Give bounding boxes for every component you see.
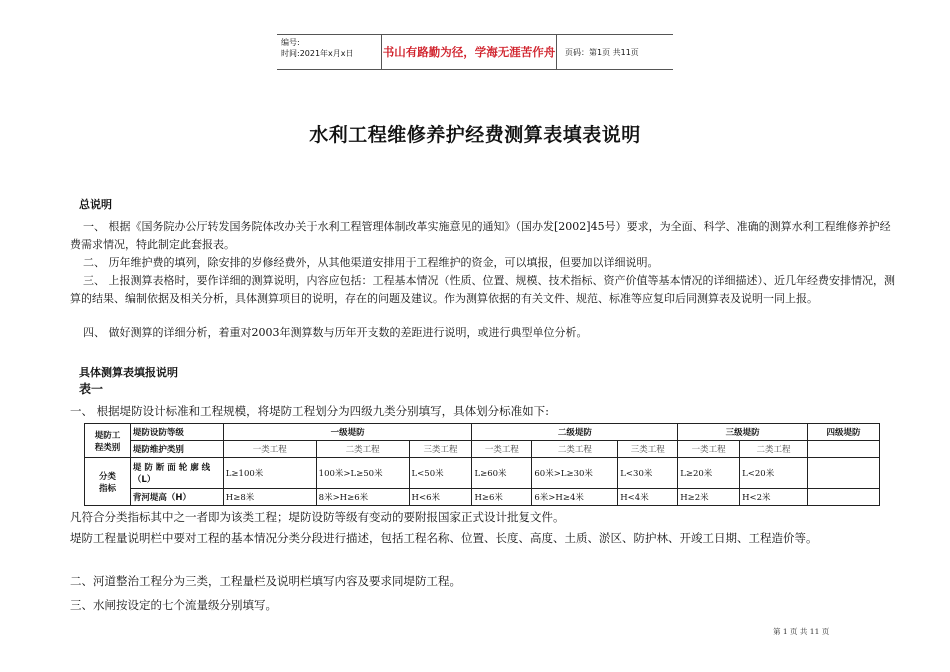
header-page: 页码：第1页 共11页 xyxy=(565,47,639,57)
grade-3: 三级堤防 xyxy=(678,424,808,441)
table-cell: 二类工程 xyxy=(740,441,808,458)
specific-heading: 具体测算表填报说明 xyxy=(79,366,178,379)
after-paragraph-1: 凡符合分类指标其中之一者即为该类工程；堤防设防等级有变动的要附报国家正式设计批复文件。 xyxy=(70,510,565,524)
table-cell xyxy=(808,441,880,458)
table-cell: L≥20米 xyxy=(678,458,740,489)
page-footer: 第 1 页 共 11 页 xyxy=(773,627,830,636)
after-paragraph-2: 堤防工程量说明栏中要对工程的基本情况分类分段进行描述，包括工程名称、位置、长度、高度、土质、淤区、防护林、开竣工日期、工程造价等。 xyxy=(70,531,818,545)
classification-table xyxy=(84,423,880,506)
table-cell: H<2米 xyxy=(740,489,808,506)
page-header xyxy=(277,34,673,70)
maintenance-label: 堤防维护类别 xyxy=(130,441,223,458)
table-cell: 一类工程 xyxy=(472,441,532,458)
table-cell: 三类工程 xyxy=(409,441,472,458)
table-cell xyxy=(808,458,880,489)
after-paragraph-4: 三、水闸按设定的七个流量级分别填写。 xyxy=(70,598,277,612)
time-label: 时间:2021年x月x日 xyxy=(281,49,354,58)
table-cell: L<50米 xyxy=(409,458,472,489)
height-label: 背河堤高（H） xyxy=(130,489,223,506)
table-cell: 6米>H≥4米 xyxy=(532,489,618,506)
index-header: 分类 指标 xyxy=(85,458,131,506)
table-cell: L≥60米 xyxy=(472,458,532,489)
table-cell: 二类工程 xyxy=(316,441,409,458)
general-paragraph-4: 四、 做好测算的详细分析，着重对2003年测算数与历年开支数的差距进行说明，或进行典型单位分析。 xyxy=(83,326,588,339)
specific-subheading: 表一 xyxy=(79,382,104,396)
general-paragraph-2: 二、 历年维护费的填列，除安排的岁修经费外，从其他渠道安排用于工程维护的资金，可以填报，但要加以详细说明。 xyxy=(83,256,659,269)
grade-label: 堤防设防等级 xyxy=(130,424,223,441)
table-row xyxy=(85,458,880,489)
table-cell: L<30米 xyxy=(618,458,678,489)
table-cell: L≥100米 xyxy=(223,458,316,489)
category-header: 堤防工 程类别 xyxy=(85,424,131,458)
table-cell: H<6米 xyxy=(409,489,472,506)
general-paragraph-3: 三、 上报测算表格时，要作详细的测算说明，内容应包括：工程基本情况（性质、位置、规模、技术指标、资产价值等基本情况的详细描述）、近几年经费安排情况，测算的结果、编制依据及相关分析，具体测算项目的说明，存在的问题及建议。作为测算依据的有关文件、规范、标准等应复印后同测算表及说明一同上报。 xyxy=(70,274,895,305)
document-title: 水利工程维修养护经费测算表填表说明 xyxy=(309,124,641,146)
table-cell: 100米>L≥50米 xyxy=(316,458,409,489)
specific-paragraph-1: 一、 根据堤防设计标准和工程规模，将堤防工程划分为四级九类分别填写，具体划分标准如下: xyxy=(70,404,550,418)
general-paragraph-1: 一、 根据《国务院办公厅转发国务院体改办关于水利工程管理体制改革实施意见的通知》（国办发[2002]45号）要求，为全面、科学、准确的测算水利工程维修养护经费需求情况，特此制定此套报表。 xyxy=(70,220,891,251)
table-cell: H≥2米 xyxy=(678,489,740,506)
table-cell: 一类工程 xyxy=(223,441,316,458)
table-cell: H≥8米 xyxy=(223,489,316,506)
general-heading: 总说明 xyxy=(79,198,112,211)
table-cell: 60米>L≥30米 xyxy=(532,458,618,489)
table-row xyxy=(85,489,880,506)
table-cell: 三类工程 xyxy=(618,441,678,458)
table-cell: L<20米 xyxy=(740,458,808,489)
table-cell: 8米>H≥6米 xyxy=(316,489,409,506)
table-row xyxy=(85,424,880,441)
table-cell: 二类工程 xyxy=(532,441,618,458)
after-paragraph-3: 二、河道整治工程分为三类，工程量栏及说明栏填写内容及要求同堤防工程。 xyxy=(70,574,461,588)
header-meta xyxy=(277,35,381,69)
length-label: 堤 防 断 面 轮 廓 线 （L） xyxy=(130,458,223,489)
table-cell xyxy=(808,489,880,506)
table-cell: H<4米 xyxy=(618,489,678,506)
grade-4: 四级堤防 xyxy=(808,424,880,441)
number-label: 编号: xyxy=(281,38,300,47)
table-cell: H≥6米 xyxy=(472,489,532,506)
table-row xyxy=(85,441,880,458)
header-motto: 书山有路勤为径，学海无涯苦作舟 xyxy=(381,35,557,69)
grade-2: 二级堤防 xyxy=(472,424,678,441)
table-cell: 一类工程 xyxy=(678,441,740,458)
grade-1: 一级堤防 xyxy=(223,424,472,441)
